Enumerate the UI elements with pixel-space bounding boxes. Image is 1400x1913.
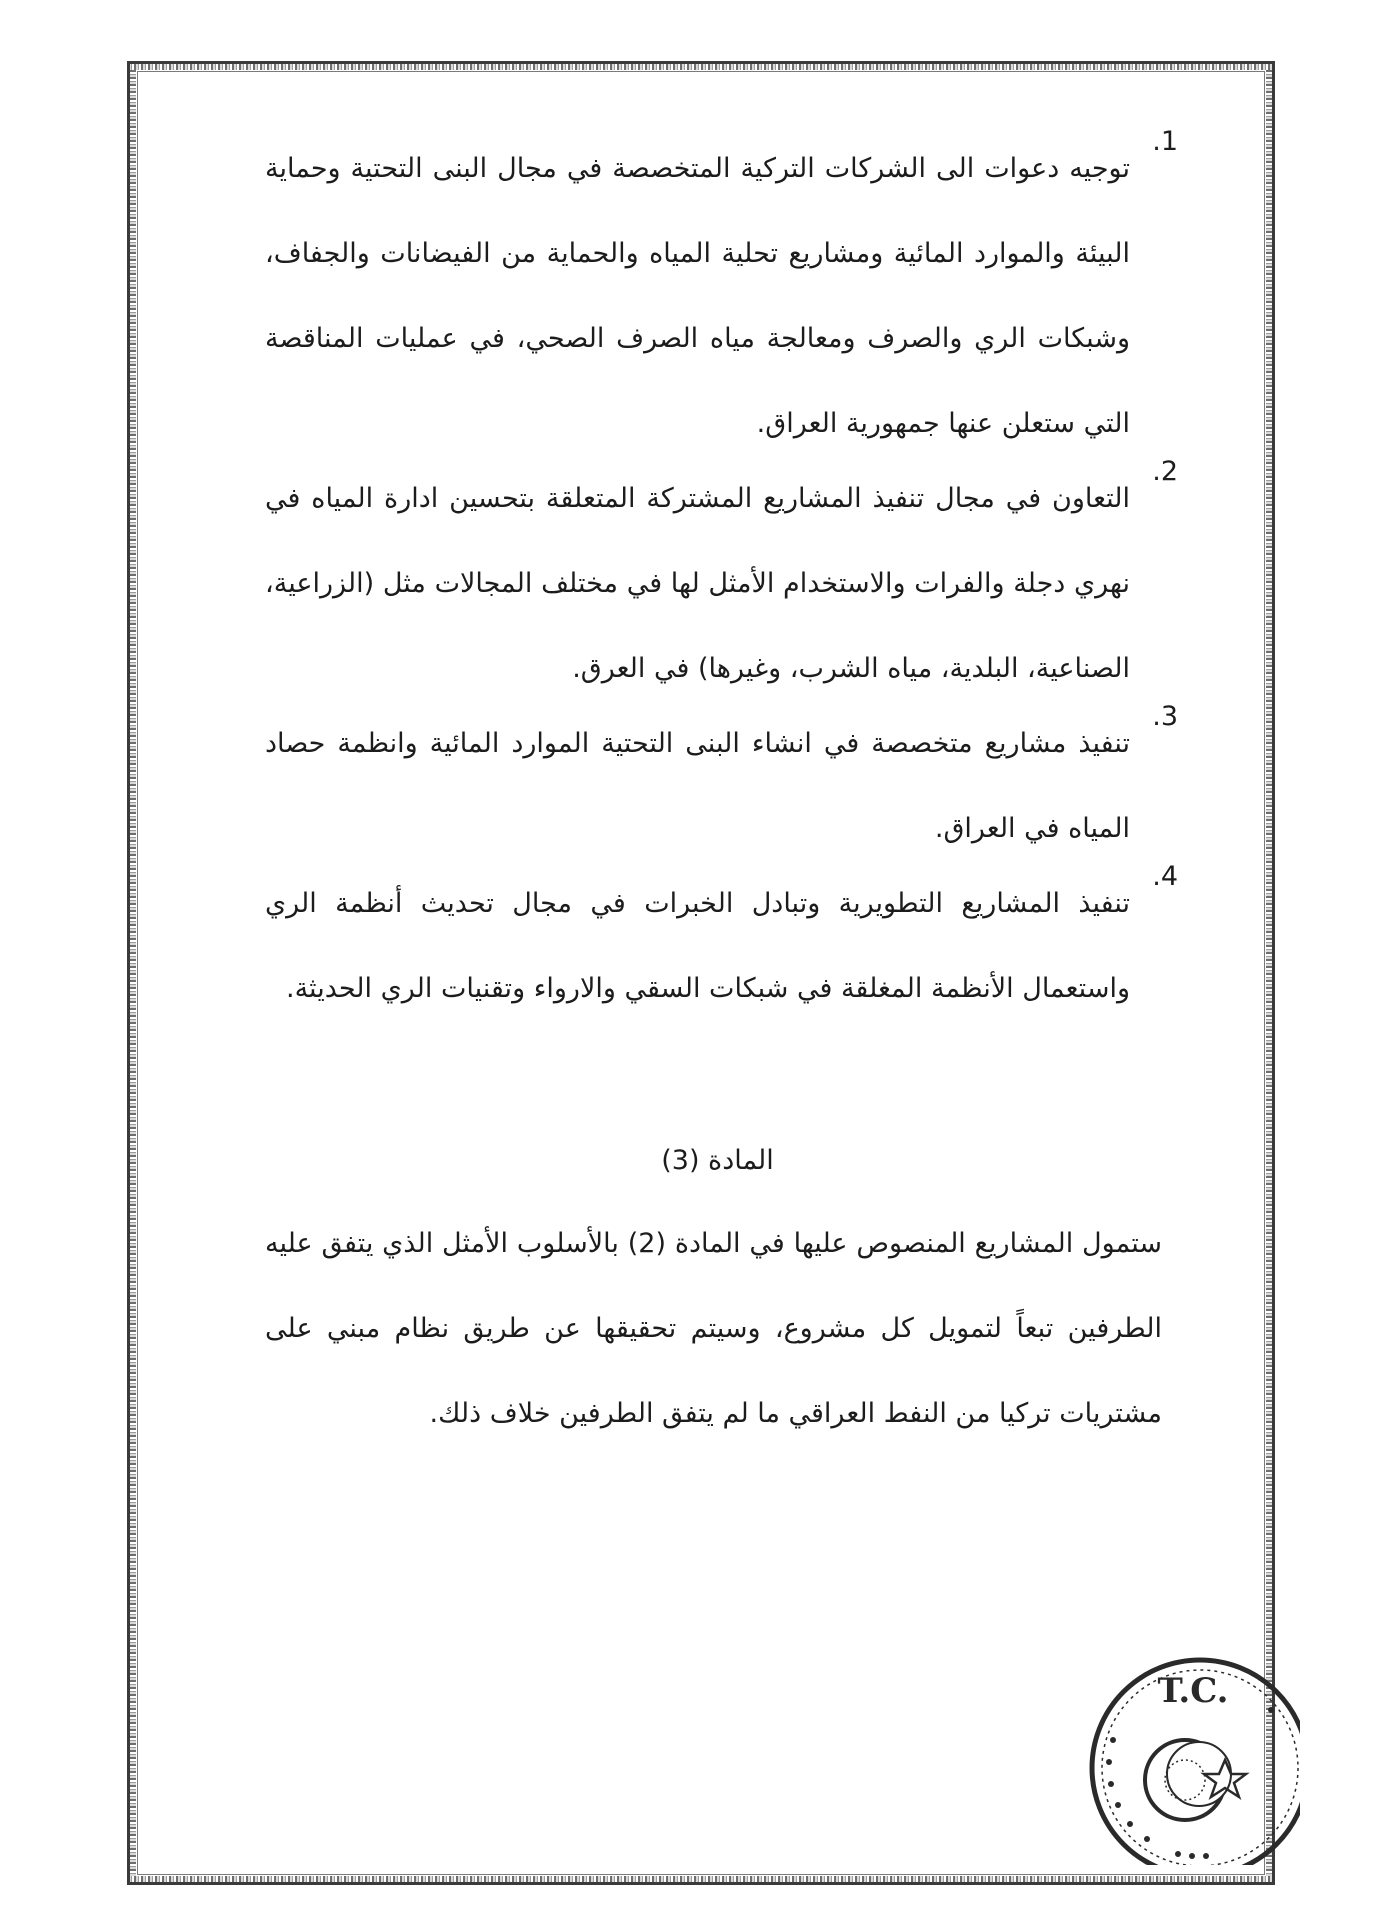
item-text: توجيه دعوات الى الشركات التركية المتخصصة في مجال البنى التحتية وحماية البيئة والموارد المائية ومشاريع تحلية المياه والحماية من الفيضانات والجفاف، وشبكات الري والصرف ومعالجة مياه الصرف الصحي، في عمليات المناقصة التي ستعلن عنها جمهورية العراق.	[265, 153, 1130, 439]
item-number: .4	[1152, 861, 1178, 892]
item-number: .3	[1152, 701, 1178, 732]
seal-text: T.C.	[1157, 1671, 1229, 1711]
list-item	[265, 126, 1178, 466]
list-item	[265, 861, 1178, 1031]
item-text: التعاون في مجال تنفيذ المشاريع المشتركة المتعلقة بتحسين ادارة المياه في نهري دجلة والفرات والاستخدام الأمثل لها في مختلف المجالات مثل (الزراعية، الصناعية، البلدية، مياه الشرب، وغيرها) في العرق.	[265, 483, 1130, 684]
crescent-star-icon	[1145, 1740, 1246, 1820]
article-paragraph: ستمول المشاريع المنصوص عليها في المادة (2) بالأسلوب الأمثل الذي يتفق عليه الطرفين تبعاً لتمويل كل مشروع، وسيتم تحقيقها عن طريق نظام مبني على مشتريات تركيا من النفط العراقي ما لم يتفق الطرفين خلاف ذلك.	[265, 1228, 1162, 1429]
document-body	[265, 126, 1178, 1456]
list-item	[265, 456, 1178, 711]
item-text: تنفيذ المشاريع التطويرية وتبادل الخبرات في مجال تحديث أنظمة الري واستعمال الأنظمة المغلقة في شبكات السقي والارواء وتقنيات الري الحديثة.	[265, 888, 1130, 1004]
item-number: .2	[1152, 456, 1178, 487]
list-item	[265, 701, 1178, 871]
article-heading: المادة (3)	[661, 1145, 774, 1176]
official-seal	[1075, 1640, 1300, 1865]
item-number: .1	[1152, 126, 1178, 157]
item-text: تنفيذ مشاريع متخصصة في انشاء البنى التحتية الموارد المائية وانظمة حصاد المياه في العراق.	[265, 728, 1130, 844]
